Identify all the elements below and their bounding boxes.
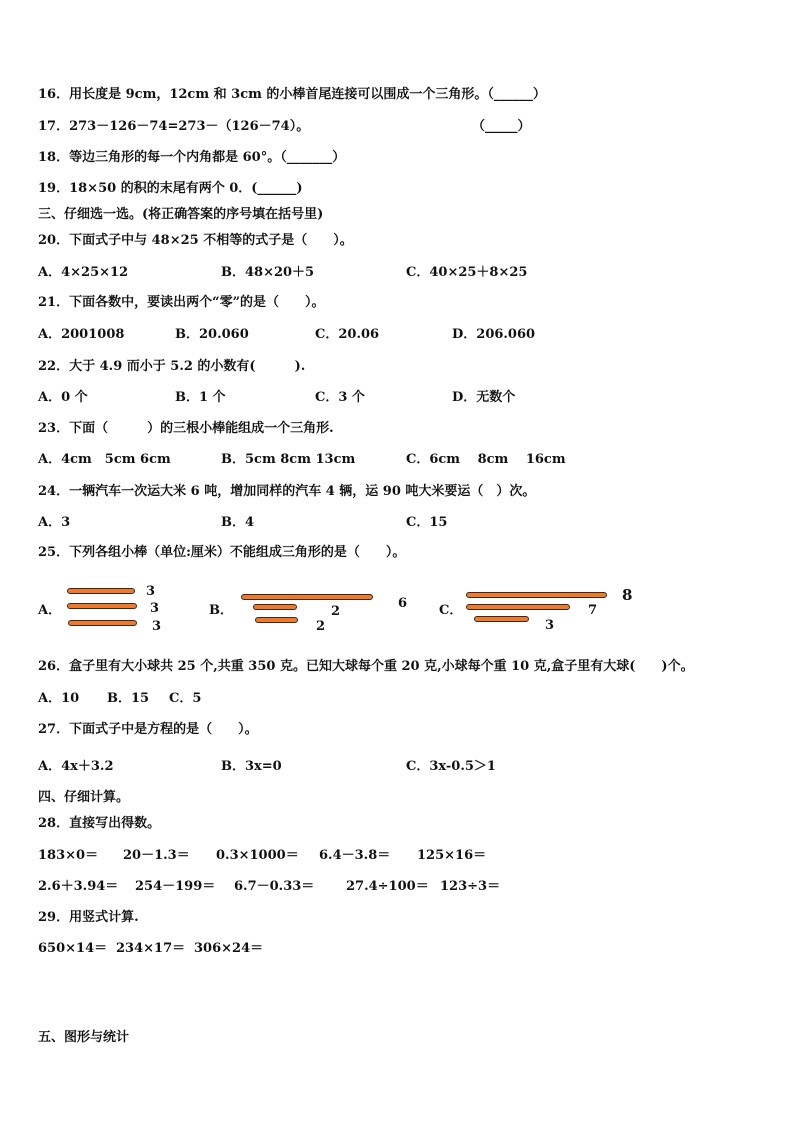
q28-r2-item-4: 27.4÷100＝ xyxy=(346,879,429,894)
q25-c-rod-3 xyxy=(474,616,529,622)
q25-b-length-1: 6 xyxy=(398,596,408,611)
q25-c-rod-2 xyxy=(466,604,570,610)
q25-group-c-label: C． xyxy=(439,603,463,618)
q20-option-a: A．4×25×12 xyxy=(38,265,129,280)
q20-option-c: C．40×25＋8×25 xyxy=(406,265,528,280)
question-18: 18．等边三角形的每一个内角都是 60°。（_______） xyxy=(38,150,346,165)
q24-option-c: C．15 xyxy=(406,515,448,530)
q21-option-a: A．2001008 xyxy=(38,327,125,342)
q25-a-rod-2 xyxy=(67,603,137,609)
q28-r2-item-1: 2.6＋3.94＝ xyxy=(38,879,119,894)
q21-option-d: D．206.060 xyxy=(452,327,536,342)
section-3-heading: 三、仔细选一选。(将正确答案的序号填在括号里) xyxy=(38,207,324,222)
question-19: 19．18×50 的积的末尾有两个 0．(______) xyxy=(38,181,303,196)
q25-b-length-3: 2 xyxy=(316,619,326,634)
q22-option-b: B．1 个 xyxy=(175,390,226,405)
q28-r2-item-5: 123÷3＝ xyxy=(440,879,501,894)
q25-a-length-2: 3 xyxy=(150,601,160,616)
question-17-answer-blank: （_____） xyxy=(472,119,531,134)
q25-b-length-2: 2 xyxy=(331,604,341,619)
question-17: 17．273－126－74=273－（126－74）。 xyxy=(38,119,310,134)
q27-option-c: C．3x-0.5＞1 xyxy=(406,759,496,774)
question-20: 20．下面式子中与 48×25 不相等的式子是（ ）。 xyxy=(38,233,353,248)
q22-option-c: C．3 个 xyxy=(315,390,365,405)
q25-a-rod-1 xyxy=(67,588,135,594)
question-22: 22．大于 4.9 而小于 5.2 的小数有( ). xyxy=(38,359,306,374)
q25-a-length-1: 3 xyxy=(146,584,156,599)
q22-option-a: A．0 个 xyxy=(38,390,88,405)
q25-c-length-2: 7 xyxy=(588,603,598,618)
q25-a-length-3: 3 xyxy=(152,619,162,634)
section-5-heading: 五、图形与统计 xyxy=(38,1030,130,1045)
q21-option-b: B．20.060 xyxy=(175,327,249,342)
q25-c-length-3: 3 xyxy=(545,618,555,633)
q20-option-b: B．48×20＋5 xyxy=(221,265,315,280)
q24-option-a: A．3 xyxy=(38,515,71,530)
q28-r2-item-2: 254－199＝ xyxy=(135,879,216,894)
q25-c-rod-1 xyxy=(466,592,607,598)
q28-r1-item-5: 125×16＝ xyxy=(417,848,487,863)
question-25: 25．下列各组小棒（单位:厘米）不能组成三角形的是（ ）。 xyxy=(38,545,406,560)
question-23: 23．下面（ ）的三根小棒能组成一个三角形. xyxy=(38,421,334,436)
question-28: 28．直接写出得数。 xyxy=(38,816,161,831)
q26-option-b: B．15 xyxy=(107,691,150,706)
q25-a-rod-3 xyxy=(68,620,137,626)
q25-b-rod-2 xyxy=(253,604,297,610)
q29-item-1: 650×14＝ xyxy=(38,941,108,956)
q26-option-a: A．10 xyxy=(38,691,80,706)
q25-b-rod-1 xyxy=(241,594,373,600)
question-26: 26．盒子里有大小球共 25 个,共重 350 克。已知大球每个重 20 克,小球每个重 10 克,盒子里有大球( )个。 xyxy=(38,659,694,674)
q26-option-c: C．5 xyxy=(169,691,202,706)
question-27: 27．下面式子中是方程的是（ ）。 xyxy=(38,722,258,737)
q25-group-a-label: A． xyxy=(38,603,62,618)
q25-b-rod-3 xyxy=(255,617,298,623)
q28-r1-item-3: 0.3×1000＝ xyxy=(216,848,299,863)
q28-r1-item-4: 6.4－3.8＝ xyxy=(319,848,391,863)
q23-option-a: A．4cm 5cm 6cm xyxy=(38,452,171,467)
question-21: 21．下面各数中，要读出两个“零”的是（ ）。 xyxy=(38,295,325,310)
q23-option-c: C．6cm 8cm 16cm xyxy=(406,452,566,467)
question-16: 16．用长度是 9cm，12cm 和 3cm 的小棒首尾连接可以围成一个三角形。（______） xyxy=(38,87,546,102)
q27-option-a: A．4x＋3.2 xyxy=(38,759,114,774)
q28-r1-item-2: 20－1.3＝ xyxy=(123,848,190,863)
section-4-heading: 四、仔细计算。 xyxy=(38,790,130,805)
q25-c-length-1: 8 xyxy=(622,586,633,604)
q23-option-b: B．5cm 8cm 13cm xyxy=(221,452,356,467)
q28-r1-item-1: 183×0＝ xyxy=(38,848,99,863)
q28-r2-item-3: 6.7－0.33＝ xyxy=(234,879,315,894)
q27-option-b: B．3x=0 xyxy=(221,759,282,774)
q24-option-b: B．4 xyxy=(221,515,255,530)
question-29: 29．用竖式计算. xyxy=(38,910,139,925)
q21-option-c: C．20.06 xyxy=(315,327,380,342)
q25-group-b-label: B． xyxy=(209,603,233,618)
q29-item-2: 234×17＝ xyxy=(116,941,186,956)
q29-item-3: 306×24＝ xyxy=(194,941,264,956)
q22-option-d: D．无数个 xyxy=(452,390,516,405)
question-24: 24．一辆汽车一次运大米 6 吨，增加同样的汽车 4 辆，运 90 吨大米要运（ ）次。 xyxy=(38,484,536,499)
